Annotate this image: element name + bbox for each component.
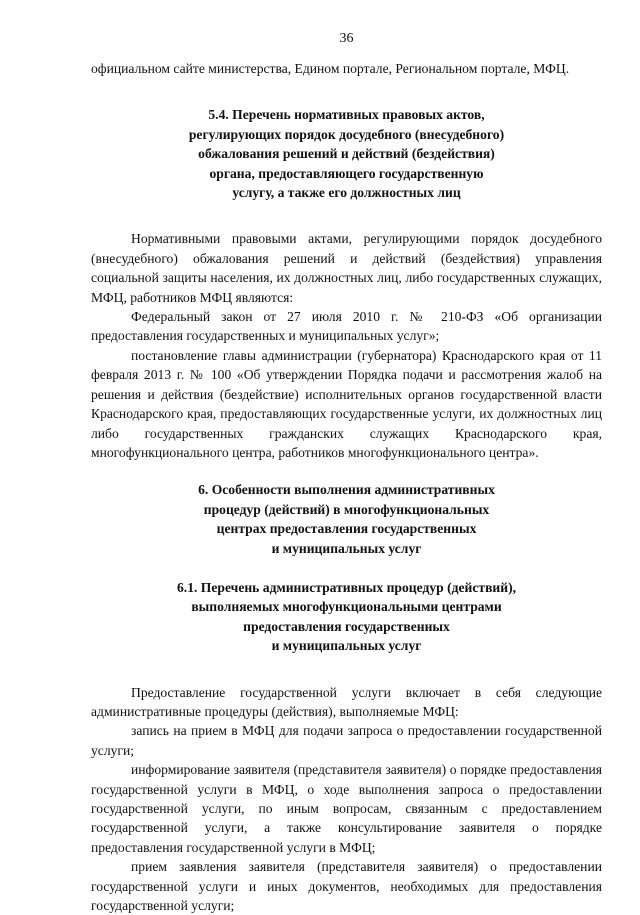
paragraph: прием заявления заявителя (представителя заявителя) о предоставлении государственной услуги и иных документов, необходимых для предоставления государственной услуги; [91, 859, 602, 914]
heading-line: процедур (действий) в многофункциональных [203, 501, 490, 517]
paragraph: запись на прием в МФЦ для подачи запроса о предоставлении государственной услуги; [91, 723, 602, 758]
heading-line: регулирующих порядок досудебного (внесудебного) [188, 126, 505, 142]
heading-line: и муниципальных услуг [271, 540, 422, 556]
heading-line: 6. Особенности выполнения административных [198, 482, 495, 498]
heading-line: 5.4. Перечень нормативных правовых актов, [208, 107, 485, 123]
paragraph: Федеральный закон от 27 июля 2010 г. № 210-ФЗ «Об организации предоставления государственных и муниципальных услуг»; [91, 309, 602, 344]
heading-line: предоставления государственных [243, 618, 450, 634]
heading-line: центрах предоставления государственных [216, 521, 477, 537]
heading-line: обжалования решений и действий (бездействия) [198, 146, 495, 162]
section-6-heading [91, 480, 602, 558]
paragraph: информирование заявителя (представителя заявителя) о порядке предоставления государственной услуги в МФЦ, о ходе выполнения запроса о предоставлении государственной услуги, по иным вопросам, связанным с предоставлением государственной услуги, а также консультирование заявителя о порядке предоставления государственной услуги в МФЦ; [91, 762, 602, 855]
paragraph: постановление главы администрации (губернатора) Краснодарского края от 11 февраля 2013 г. № 100 «Об утверждении Порядка подачи и рассмотрения жалоб на решения и действия (бездействие) исполнительных органов государственной власти Краснодарского края, предоставляющих государственные услуги, их должностных лиц либо государственных гражданских служащих Краснодарского края, многофункционального центра, работников многофункционального центра». [91, 347, 602, 460]
section-5-4-heading [91, 105, 602, 202]
heading-line: выполняемых многофункциональными центрами [191, 599, 502, 615]
paragraph: Нормативными правовыми актами, регулирующими порядок досудебного (внесудебного) обжалования решений и действий (бездействия) управления социальной защиты населения, их должностных лиц, либо государственных служащих, МФЦ, работников МФЦ являются: [91, 231, 602, 305]
heading-line: и муниципальных услуг [271, 638, 422, 654]
heading-line: органа, предоставляющего государственную [209, 165, 484, 181]
section-6-1-heading [91, 578, 602, 656]
paragraph-continuation: официальном сайте министерства, Едином портале, Региональном портале, МФЦ. [91, 61, 570, 76]
paragraph: Предоставление государственной услуги включает в себя следующие административные процедуры (действия), выполняемые МФЦ: [91, 684, 602, 719]
heading-line: 6.1. Перечень административных процедур (действий), [177, 579, 516, 595]
heading-line: услугу, а также его должностных лиц [232, 185, 461, 201]
page-number: 36 [339, 31, 354, 46]
